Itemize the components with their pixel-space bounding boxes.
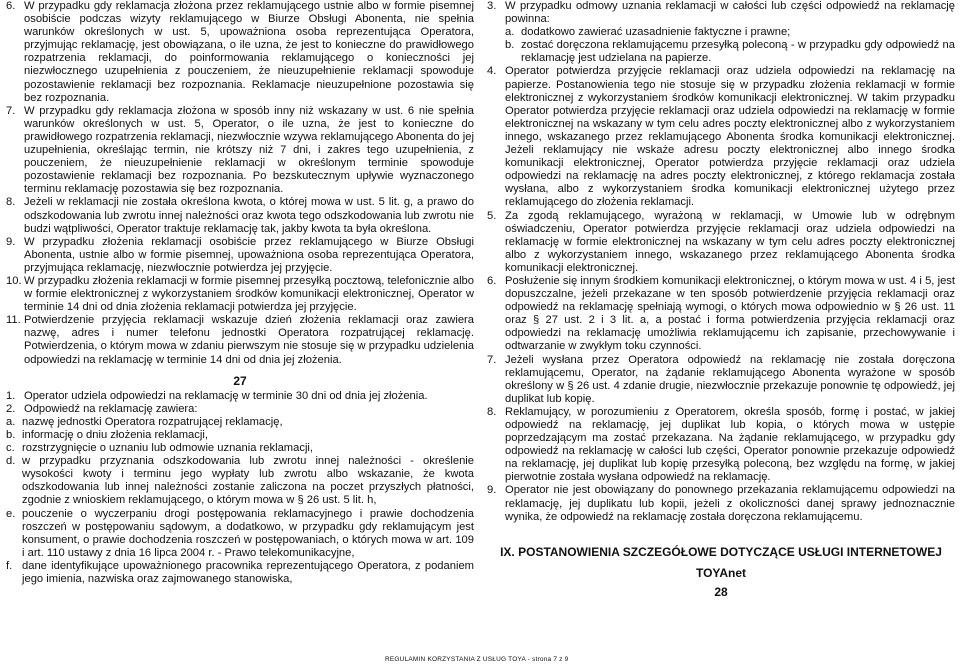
sub-item-text: zostać doręczona reklamującemu przesyłką poleconą - w przypadku gdy odpowiedź na reklamację jest udzielana na papierze. (521, 39, 955, 65)
list-item-9 (487, 484, 955, 523)
sub-item-letter: f. (6, 559, 13, 572)
list-item-7 (6, 105, 474, 197)
item-text: Operator potwierdza przyjęcie reklamacji oraz udziela odpowiedzi na reklamację na papierze. Postanowienia tego nie stosuje się w przypadku złożenia reklamacji w formie elektronicznej z wykorzystaniem środków komunikacji elektronicznej. W takim przypadku Operator potwierdza przyjęcie reklamacji oraz udziela odpowiedzi na reklamację w formie elektronicznej na wskazany w tym celu adres poczty elektronicznej albo z wykorzystaniem innego, wskazanego przez reklamującego Abonenta środka komunikacji elektronicznej. Jeżeli reklamujący nie wskaże adresu poczty elektronicznej albo innego środka komunikacji elektronicznej, Operator potwierdza przyjęcie reklamacji oraz udziela odpowiedzi na reklamację na adres poczty elektronicznej, z którego reklamacja została wysłana, albo z wykorzystaniem środka komunikacji elektronicznej użytego przez reklamującego do złożenia reklamacji. (505, 65, 955, 209)
item-text: W przypadku gdy reklamacja złożona w sposób inny niż wskazany w ust. 6 nie spełnia warunków określonych w ust. 5, Operator, o ile uzna, że jest to konieczne do prawidłowego rozpatrzenia reklamacji, niezwłocznie wzywa reklamującego Abonenta do jej uzupełnienia, określając termin, nie krótszy niż 7 dni, i zakres tego uzupełnienia, z pouczeniem, że nieuzupełnienie reklamacji w określonym terminie spowoduje pozostawienie reklamacji bez rozpoznania. Po bezskutecznym upływie wyznaczonego terminu reklamację pozostawia się bez rozpoznania. (24, 104, 474, 196)
list-item-5 (487, 210, 955, 275)
section-heading: IX. POSTANOWIENIA SZCZEGÓŁOWE DOTYCZĄCE USŁUGI INTERNETOWEJ (500, 544, 942, 559)
paragraph-heading-27: 27 (233, 373, 247, 388)
sub-item-letter: e. (6, 507, 16, 520)
sub-item-d (6, 455, 474, 507)
sub-item-text: dane identyfikujące upoważnionego pracownika reprezentującego Operatora, z podaniem jego imienia, nazwiska oraz zajmowanego stanowiska, (22, 559, 474, 586)
item-number: 4. (487, 65, 497, 78)
list-item-6 (487, 275, 955, 354)
list-item-1 (6, 390, 474, 403)
right-column (487, 0, 955, 599)
item-number: 8. (6, 196, 16, 209)
item-text: Jeżeli w reklamacji nie została określona kwota, o której mowa w ust. 5 lit. g, a prawo do odszkodowania lub zwrotu innej należności oraz kwota tego odszkodowania lub zwrotu nie budzi wątpliwości, Operator traktuje reklamację tak, jakby kwota ta była określona. (24, 196, 474, 235)
sub-item-a (487, 26, 955, 39)
list-item-4 (487, 65, 955, 209)
item-number: 6. (6, 0, 16, 12)
sub-item-text: informację o dniu złożenia reklamacji, (22, 429, 208, 441)
left-column (6, 0, 474, 586)
sub-item-letter: b. (505, 39, 515, 52)
item-number: 6. (487, 274, 497, 287)
paragraph-heading-28: 28 (714, 584, 728, 599)
item-text: Potwierdzenie przyjęcia reklamacji wskazuje dzień złożenia reklamacji oraz zawiera nazwę, adres i numer telefonu jednostki Operatora rozpatrującej reklamację. Potwierdzenia, o którym mowa w zdaniu pierwszym nie stosuje się w przypadku udzielenia odpowiedzi na reklamację w terminie 14 dni od dnia jej złożenia. (24, 314, 474, 366)
sub-item-text: dodatkowo zawierać uzasadnienie faktyczne i prawne; (521, 26, 791, 39)
sub-item-b (487, 39, 955, 65)
sub-item-text: pouczenie o wyczerpaniu drogi postępowania reklamacyjnego i prawie dochodzenia roszczeń w postępowaniu sądowym, a dodatkowo, w przypadku gdy reklamującym jest konsument, o prawie dochodzenia roszczeń w postępowaniach, o których mowa w art. 109 i art. 110 ustawy z dnia 16 lipca 2004 r. - Prawo telekomunikacyjne, (22, 507, 474, 559)
item-text: W przypadku odmowy uznania reklamacji w całości lub części odpowiedź na reklamację powinna: (505, 0, 955, 26)
sub-item-text: w przypadku przyznania odszkodowania lub zwrotu innej należności - określenie wysokości kwoty i terminu jego wypłaty lub zwrotu albo wskazanie, że kwota odszkodowania lub innej należności zostanie zaliczona na poczet przyszłych płatności, zgodnie z wnioskiem reklamującego, o którym mowa w § 26 ust. 5 lit. h, (22, 455, 474, 507)
service-name: TOYAnet (695, 565, 746, 580)
item-number: 2. (6, 402, 16, 415)
list-item-3 (487, 0, 955, 26)
item-number: 8. (487, 405, 497, 418)
item-text: Operator udziela odpowiedzi na reklamację w terminie 30 dni od dnia jej złożenia. (24, 389, 428, 402)
item-number: 7. (487, 353, 497, 366)
list-item-8 (6, 196, 474, 235)
item-number: 3. (487, 0, 497, 12)
item-text: W przypadku złożenia reklamacji osobiście przez reklamującego w Biurze Obsługi Abonenta, ustnie albo w formie pisemnej, upoważniona osoba reprezentująca Operatora, przyjmująca reklamację, niezwłocznie potwierdza jej przyjęcie. (24, 235, 474, 274)
item-number: 9. (487, 484, 497, 497)
sub-item-letter: a. (6, 415, 16, 428)
item-text: Operator nie jest obowiązany do ponownego przekazania reklamującemu odpowiedzi na reklamację, jej duplikatu lub kopii, jeżeli z okoliczności danej sprawy jednoznacznie wynika, że odpowiedź na reklamację została doręczona reklamującemu. (505, 484, 955, 523)
item-number: 7. (6, 104, 16, 117)
item-number: 9. (6, 235, 16, 248)
item-text: Jeżeli wysłana przez Operatora odpowiedź na reklamację nie została doręczona reklamującemu, Operator, na żądanie reklamującego Abonenta wyrażone w sposób określony w § 26 ust. 4 zdanie drugie, niezwłocznie przekazuje ponownie tę odpowiedź, jej duplikat lub kopię. (505, 353, 955, 405)
sub-item-letter: d. (6, 455, 16, 468)
list-item-6 (6, 0, 474, 105)
list-item-7 (487, 354, 955, 406)
sub-item-text: nazwę jednostki Operatora rozpatrującej reklamację, (22, 415, 283, 428)
sub-item-e (6, 508, 474, 560)
sub-item-text: rozstrzygnięcie o uznaniu lub odmowie uznania reklamacji, (22, 442, 314, 455)
item-text: Posłużenie się innym środkiem komunikacji elektronicznej, o którym mowa w ust. 4 i 5, jest dopuszczalne, jeżeli przekazane w ten sposób potwierdzenie przyjęcia reklamacji oraz odpowiedź na reklamację spełniają wymogi, o których mowa odpowiednio w § 26 ust. 11 oraz § 27 ust. 2 i 3 lit. a, a postać i forma potwierdzenia przyjęcia reklamacji oraz odpowiedzi na reklamację umożliwia reklamującemu ich zapisanie, przechowywanie i odtwarzanie w zwykłym toku czynności. (505, 274, 955, 353)
item-text: W przypadku złożenia reklamacji w formie pisemnej przesyłką pocztową, telefonicznie albo w formie elektronicznej z wykorzystaniem środków komunikacji elektronicznej, Operator w terminie 14 dni od dnia złożenia reklamacji potwierdza jej przyjęcie. (24, 274, 474, 314)
item-number: 1. (6, 389, 16, 402)
item-number: 10. (6, 274, 22, 287)
sub-item-a (6, 416, 474, 429)
page-footer: REGULAMIN KORZYSTANIA Z USŁUG TOYA - strona 7 z 9 (385, 656, 569, 663)
item-text: Reklamujący, w porozumieniu z Operatorem, określa sposób, formę i postać, w jakiej odpowiedź na reklamację, jej duplikat lub kopia, o których mowa w ustępie poprzedzającym ma zostać przekazana. Na żądanie reklamującego, w przypadku gdy odpowiedź na reklamację w całości lub części, Operator ponownie przekazuje odpowiedź na reklamację, jej duplikat lub kopię przesyłką poleconą, bez względu na formę, w jakiej pierwotnie została wysłana odpowiedź na reklamację. (505, 405, 955, 484)
item-text: Odpowiedź na reklamację zawiera: (24, 402, 198, 415)
item-text: Za zgodą reklamującego, wyrażoną w reklamacji, w Umowie lub w odrębnym oświadczeniu, Operator potwierdza przyjęcie reklamacji oraz udziela odpowiedzi na reklamację w formie elektronicznej na wskazany w tym celu adres poczty elektronicznej albo z wykorzystaniem innego, wskazanego przez reklamującego Abonenta środka komunikacji elektronicznej. (505, 209, 955, 274)
item-number: 5. (487, 209, 497, 222)
item-text: W przypadku gdy reklamacja złożona przez reklamującego ustnie albo w formie pisemnej osobiście podczas wizyty reklamującego w Biurze Obsługi Abonenta, nie spełnia warunków określonych w ust. 5, upoważniona osoba reprezentująca Operatora, przyjmując reklamację, jest obowiązana, o ile uzna, że jest to konieczne do prawidłowego rozpatrzenia reklamacji, do poinformowania reklamującego o konieczności jej niezwłocznego uzupełnienia z pouczeniem, że nieuzupełnienie reklamacji spowoduje pozostawienie reklamacji bez rozpoznania. Reklamacje nieuzupełnione pozostawia się bez rozpoznania. (24, 0, 474, 104)
sub-item-letter: b. (6, 429, 16, 441)
sub-item-c (6, 442, 474, 455)
sub-item-letter: a. (505, 26, 515, 39)
item-number: 11. (6, 314, 21, 327)
list-item-11 (6, 314, 474, 366)
sub-item-f (6, 560, 474, 586)
list-item-9 (6, 236, 474, 275)
sub-item-b (6, 429, 474, 442)
list-item-10 (6, 275, 474, 314)
sub-item-letter: c. (6, 442, 15, 455)
list-item-2 (6, 403, 474, 416)
list-item-8 (487, 406, 955, 485)
